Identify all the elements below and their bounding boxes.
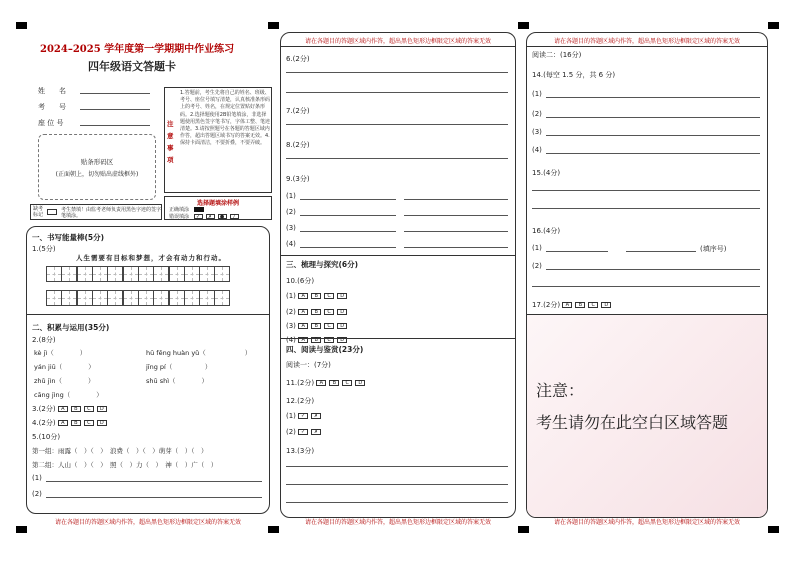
divider: [526, 46, 768, 47]
option-bubble[interactable]: D: [355, 380, 365, 386]
option-bubble[interactable]: B: [311, 337, 321, 343]
notice-text: 考生请勿在此空白区域答题: [536, 413, 729, 432]
fill-wrong-label: 错误填涂: [169, 214, 190, 220]
answer-line[interactable]: [286, 466, 508, 467]
q14-item: (1): [532, 90, 542, 98]
check-bubble[interactable]: ✓: [298, 429, 308, 435]
answer-line[interactable]: [546, 135, 760, 136]
q12-item-label: (1): [286, 412, 296, 420]
option-bubble[interactable]: A: [562, 302, 572, 308]
option-bubble[interactable]: C: [84, 420, 94, 426]
barcode-hint: (正面朝上，切勿贴出虚线框外): [55, 171, 139, 178]
option-bubble[interactable]: A: [316, 380, 326, 386]
answer-line[interactable]: [404, 247, 508, 248]
wrong-bubble: ●: [218, 214, 227, 219]
answer-line[interactable]: [546, 269, 760, 270]
absent-text: 考生禁填！由监考老师负责用黑色字迹的签字笔填涂。: [61, 207, 162, 219]
writing-grid-row-1[interactable]: [46, 266, 230, 282]
q5-2-label: (2): [32, 490, 42, 498]
answer-line[interactable]: [300, 215, 396, 216]
q14-item: (4): [532, 146, 542, 154]
answer-line[interactable]: [286, 158, 508, 159]
boundary-notice: 请在各题目的答题区域内作答，超出黑色矩形边框限定区域的答案无效: [304, 38, 491, 45]
subtitle: 四年级语文答题卡: [88, 60, 176, 73]
q5-1-label: (1): [32, 474, 42, 482]
answer-line[interactable]: [404, 199, 508, 200]
boundary-notice: 请在各题目的答题区域内作答，超出黑色矩形边框限定区域的答案无效: [54, 519, 241, 526]
pinyin-item: yán jiū（ ）: [34, 363, 95, 371]
option-bubble[interactable]: C: [324, 337, 334, 343]
option-bubble[interactable]: D: [601, 302, 611, 308]
q4-text: 4.(2分): [32, 419, 56, 427]
exam-no-label: 考 号: [38, 103, 66, 111]
q8-label: 8.(2分): [286, 141, 310, 149]
absent-box: [30, 204, 162, 220]
q16-1-label: (1): [532, 244, 542, 252]
q10-item: [286, 322, 350, 330]
q10-item-label: (2): [286, 308, 296, 316]
pinyin-item: kè jì（ ）: [34, 349, 87, 357]
q1-label: 1.(5分): [32, 245, 56, 253]
q14-item: (3): [532, 128, 542, 136]
notice-title: 注意：: [536, 381, 585, 400]
option-bubble[interactable]: A: [58, 420, 68, 426]
q3-label: [32, 404, 110, 414]
name-label: 姓 名: [38, 87, 66, 95]
boundary-notice: 请在各题目的答题区域内作答，超出黑色矩形边框限定区域的答案无效: [553, 38, 740, 45]
pinyin-item: cāng jìng（ ）: [34, 391, 103, 399]
answer-line[interactable]: [532, 190, 760, 191]
answer-line[interactable]: [546, 251, 608, 252]
q3-text: 3.(2分): [32, 405, 56, 413]
option-bubble[interactable]: C: [324, 309, 334, 315]
seat-label: 座 位 号: [38, 119, 64, 127]
answer-line[interactable]: [300, 199, 396, 200]
notes-label: 注意事项: [167, 120, 174, 164]
option-bubble[interactable]: C: [324, 323, 334, 329]
q9-item: (3): [286, 224, 296, 232]
q10-label: 10.(6分): [286, 277, 315, 285]
exam-no-field[interactable]: [80, 109, 150, 110]
q9-label: 9.(3分): [286, 175, 310, 183]
q5-row-2: 第二组：人山（ ）（ ） 照（ ）力（ ） 神（ ）广（ ）: [32, 461, 218, 469]
answer-line[interactable]: [46, 497, 262, 498]
q17-label: [532, 300, 614, 310]
answer-line[interactable]: [546, 117, 760, 118]
alignment-mark: [268, 22, 279, 29]
answer-line[interactable]: [286, 124, 508, 125]
option-bubble[interactable]: B: [329, 380, 339, 386]
option-bubble[interactable]: D: [97, 406, 107, 412]
alignment-mark: [16, 526, 27, 533]
option-bubble[interactable]: A: [58, 406, 68, 412]
title: 2024–2025 学年度第一学期期中作业练习: [40, 44, 235, 55]
option-bubble[interactable]: D: [337, 337, 347, 343]
answer-line[interactable]: [532, 286, 760, 287]
q9-item: (1): [286, 192, 296, 200]
answer-line[interactable]: [626, 251, 696, 252]
option-bubble[interactable]: C: [324, 293, 334, 299]
answer-line[interactable]: [46, 481, 262, 482]
option-bubble[interactable]: D: [97, 420, 107, 426]
q15-label: 15.(4分): [532, 169, 561, 177]
option-bubble[interactable]: A: [298, 323, 308, 329]
q11-label: [286, 378, 368, 388]
check-bubble[interactable]: ✓: [298, 413, 308, 419]
option-bubble[interactable]: D: [337, 293, 347, 299]
q12-item: [286, 428, 324, 436]
barcode-area: [38, 134, 156, 200]
answer-line[interactable]: [404, 215, 508, 216]
divider: [280, 46, 516, 47]
answer-line[interactable]: [300, 231, 396, 232]
q6-label: 6.(2分): [286, 55, 310, 63]
q10-item-label: (3): [286, 322, 296, 330]
option-bubble[interactable]: B: [311, 323, 321, 329]
q5-label: 5.(10分): [32, 433, 61, 441]
reading-2-label: 阅读二：(16分): [532, 51, 582, 59]
alignment-mark: [268, 526, 279, 533]
reading-1-label: 阅读一：(7分): [286, 361, 331, 369]
q10-item: [286, 292, 350, 300]
fill-wrong-row: [169, 213, 242, 220]
alignment-mark: [518, 526, 529, 533]
q10-item: [286, 308, 350, 316]
option-bubble[interactable]: D: [337, 323, 347, 329]
q10-item-label: (4): [286, 336, 296, 344]
option-bubble[interactable]: C: [342, 380, 352, 386]
pinyin-item: hū fēng huàn yǔ（ ）: [146, 349, 252, 357]
option-bubble[interactable]: A: [298, 293, 308, 299]
alignment-mark: [768, 22, 779, 29]
answer-line[interactable]: [546, 153, 760, 154]
q5-row-1: 第一组：雨露（ ）（ ） 浪费（ ）（ ）萌芽（ ）（ ）: [32, 447, 208, 455]
answer-line[interactable]: [286, 72, 508, 73]
q9-item: (2): [286, 208, 296, 216]
q2-label: 2.(8分): [32, 336, 56, 344]
q13-label: 13.(3分): [286, 447, 315, 455]
q7-label: 7.(2分): [286, 107, 310, 115]
q11-text: 11.(2分): [286, 379, 315, 387]
pinyin-item: zhǔ jìn（ ）: [34, 377, 95, 385]
option-bubble[interactable]: A: [298, 309, 308, 315]
wrong-bubble: ✓: [194, 214, 203, 219]
boundary-notice: 请在各题目的答题区域内作答，超出黑色矩形边框限定区域的答案无效: [553, 519, 740, 526]
writing-grid-row-2[interactable]: [46, 290, 230, 306]
fill-correct-row: [169, 206, 204, 213]
divider: [280, 338, 516, 339]
section-1-title: 一、书写能量棒(5分): [32, 233, 105, 242]
option-bubble[interactable]: C: [588, 302, 598, 308]
option-bubble[interactable]: B: [71, 406, 81, 412]
absent-label: 缺考标记: [33, 206, 44, 218]
alignment-mark: [16, 22, 27, 29]
divider: [26, 314, 270, 315]
fill-example-box: [164, 196, 272, 220]
divider: [280, 255, 516, 256]
alignment-mark: [518, 22, 529, 29]
q14-label: 14.(每空 1.5 分，共 6 分): [532, 71, 616, 79]
option-bubble[interactable]: B: [575, 302, 585, 308]
answer-line[interactable]: [286, 502, 508, 503]
q12-item-label: (2): [286, 428, 296, 436]
answer-line[interactable]: [404, 231, 508, 232]
option-bubble[interactable]: B: [311, 309, 321, 315]
q16-2-label: (2): [532, 262, 542, 270]
q4-label: [32, 418, 110, 428]
section-3-title: 三、梳理与探究(6分): [286, 260, 359, 269]
option-bubble[interactable]: A: [298, 337, 308, 343]
pinyin-item: jīng pí（ ）: [146, 363, 212, 371]
section-2-title: 二、积累与运用(35分): [32, 323, 110, 332]
barcode-title: 贴条形码区: [80, 158, 114, 166]
notes-text: 1.答题前，考生先将自己的姓名、班级、考号、座位号填写清楚，认真核准条形码上的考号、姓名，在规定位置贴好条形码。2.选择题使用2B铅笔填涂，非选择题使用黑色签字笔书写，字体工整、笔迹清楚。3.请按照题号在各题的答题区域内作答，超出答题区域书写的答案无效。4.保持卡面清洁，不要折叠，不要弄破。: [180, 90, 271, 147]
wrong-bubble: /: [230, 214, 239, 219]
answer-line[interactable]: [532, 208, 760, 209]
q14-item: (2): [532, 110, 542, 118]
q16-order-hint: (填序号): [700, 245, 727, 253]
wrong-bubble: ✗: [206, 214, 215, 219]
q16-label: 16.(4分): [532, 227, 561, 235]
q9-item: (4): [286, 240, 296, 248]
fill-correct-label: 正确填涂: [169, 207, 190, 213]
answer-line[interactable]: [286, 484, 508, 485]
answer-line[interactable]: [286, 92, 508, 93]
q12-item: [286, 412, 324, 420]
answer-line[interactable]: [546, 97, 760, 98]
option-bubble[interactable]: D: [337, 309, 347, 315]
cross-bubble[interactable]: ✗: [311, 413, 321, 419]
option-bubble[interactable]: B: [71, 420, 81, 426]
absent-checkbox[interactable]: [47, 209, 57, 215]
option-bubble[interactable]: B: [311, 293, 321, 299]
alignment-mark: [768, 526, 779, 533]
filled-bubble: [194, 207, 204, 212]
answer-panel-2: [280, 32, 516, 518]
q10-item-label: (1): [286, 292, 296, 300]
option-bubble[interactable]: C: [84, 406, 94, 412]
fill-example-title: 选择题填涂样例: [196, 200, 239, 207]
cross-bubble[interactable]: ✗: [311, 429, 321, 435]
answer-line[interactable]: [300, 247, 396, 248]
boundary-notice: 请在各题目的答题区域内作答，超出黑色矩形边框限定区域的答案无效: [304, 519, 491, 526]
notes-box: [164, 87, 272, 193]
section-4-title: 四、阅读与鉴赏(23分): [286, 345, 364, 354]
q12-label: 12.(2分): [286, 397, 315, 405]
q17-text: 17.(2分): [532, 301, 561, 309]
seat-field[interactable]: [80, 125, 150, 126]
name-field[interactable]: [80, 93, 150, 94]
pinyin-item: shū shì（ ）: [146, 377, 209, 385]
copy-sentence: 人生需要有目标和梦想，才会有动力和行动。: [76, 254, 226, 262]
